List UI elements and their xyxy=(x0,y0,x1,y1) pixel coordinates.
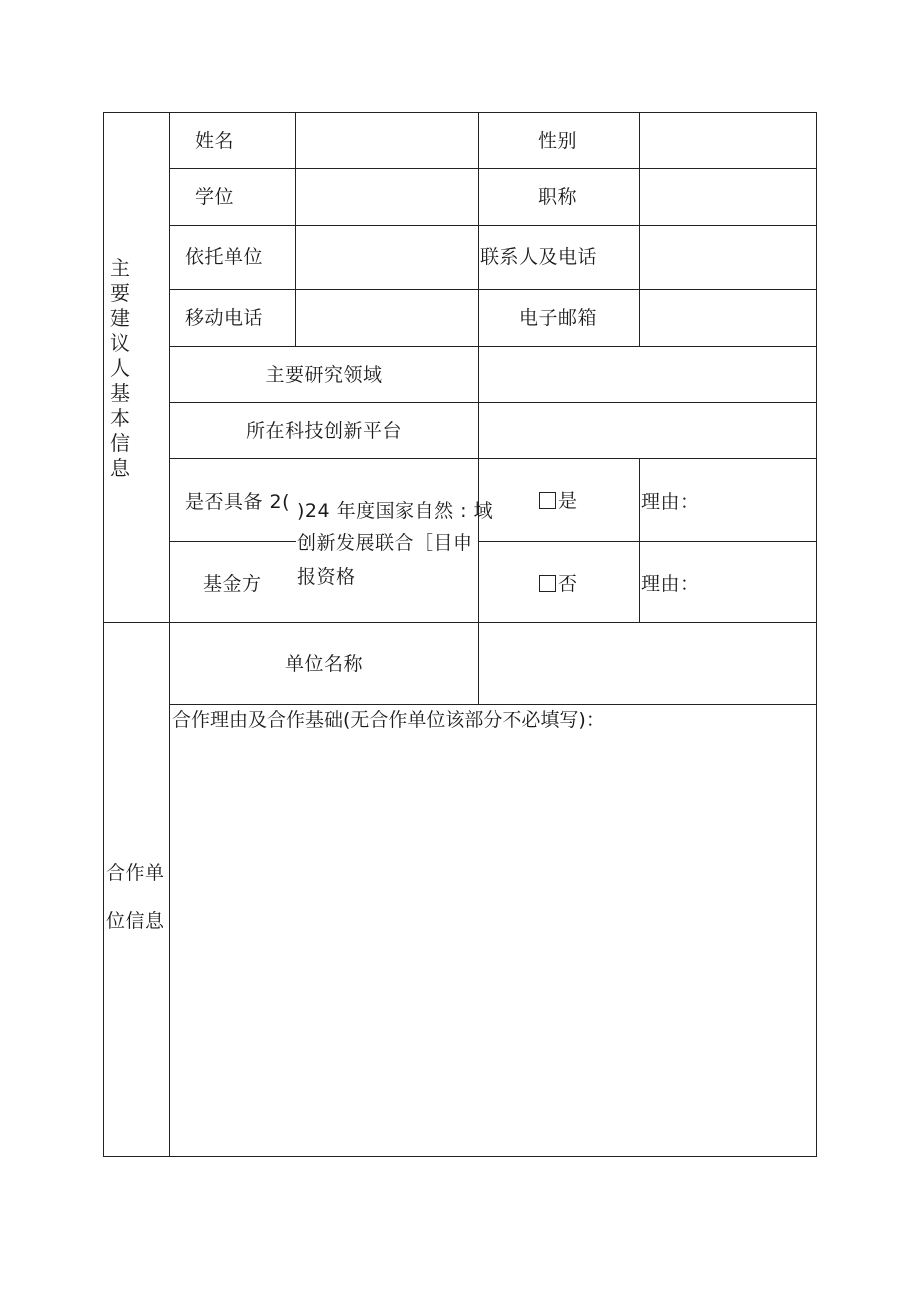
contact-value-cell[interactable] xyxy=(640,226,816,289)
contact-label: 联系人及电话 xyxy=(480,246,598,268)
border-bottom xyxy=(103,1156,817,1157)
platform-value-cell[interactable] xyxy=(479,403,816,458)
reason-no-label: 理由： xyxy=(641,573,700,595)
reason-no-value-cell[interactable] xyxy=(700,542,816,622)
mobile-value-cell[interactable] xyxy=(296,290,478,346)
cooperation-reason-prompt: 合作理由及合作基础(无合作单位该部分不必填写)： xyxy=(172,709,605,731)
qualification-no-option[interactable] xyxy=(539,573,578,595)
qualification-question-line3: 报资格 xyxy=(297,566,356,588)
qualification-question-line1a: 是否具备 2( xyxy=(185,491,291,513)
research-value-cell[interactable] xyxy=(479,347,816,402)
email-label: 电子邮箱 xyxy=(519,307,598,329)
qualification-yes-option[interactable] xyxy=(539,490,578,512)
partner-unit-name-label: 单位名称 xyxy=(284,652,363,675)
reason-yes-label: 理由： xyxy=(641,491,700,513)
section1-title: 主要建议人基本信息 xyxy=(110,256,130,480)
yes-label: 是 xyxy=(558,490,578,512)
partner-unit-name-value-cell[interactable] xyxy=(479,623,816,704)
qualification-question-line1b: )24 年度国家自然 : 域 xyxy=(297,500,494,522)
name-label: 姓名 xyxy=(195,130,235,152)
gender-value-cell[interactable] xyxy=(640,113,816,168)
gender-label: 性别 xyxy=(538,130,578,152)
unit-label: 依托单位 xyxy=(185,246,264,268)
name-value-cell[interactable] xyxy=(296,113,478,168)
row-divider xyxy=(169,704,817,705)
checkbox-icon[interactable] xyxy=(539,492,556,509)
degree-value-cell[interactable] xyxy=(296,169,478,225)
border-right xyxy=(816,112,817,1157)
reason-yes-value-cell[interactable] xyxy=(700,459,816,541)
row-divider xyxy=(169,541,296,542)
title-label: 职称 xyxy=(538,186,578,208)
qualification-question-line2: 创新发展联合［目申 xyxy=(297,532,473,554)
cooperation-reason-textarea[interactable] xyxy=(170,735,816,1156)
no-label: 否 xyxy=(558,573,578,595)
qualification-question-line4: 基金方 xyxy=(203,573,262,595)
research-label: 主要研究领域 xyxy=(265,363,383,386)
title-value-cell[interactable] xyxy=(640,169,816,225)
unit-value-cell[interactable] xyxy=(296,226,478,289)
section2-title-line2: 位信息 xyxy=(106,910,165,932)
mobile-label: 移动电话 xyxy=(185,307,264,329)
email-value-cell[interactable] xyxy=(640,290,816,346)
col-divider xyxy=(639,458,640,623)
section2-title-line1: 合作单 xyxy=(106,862,165,884)
checkbox-icon[interactable] xyxy=(539,575,556,592)
platform-label: 所在科技创新平台 xyxy=(245,419,402,442)
degree-label: 学位 xyxy=(195,186,235,208)
